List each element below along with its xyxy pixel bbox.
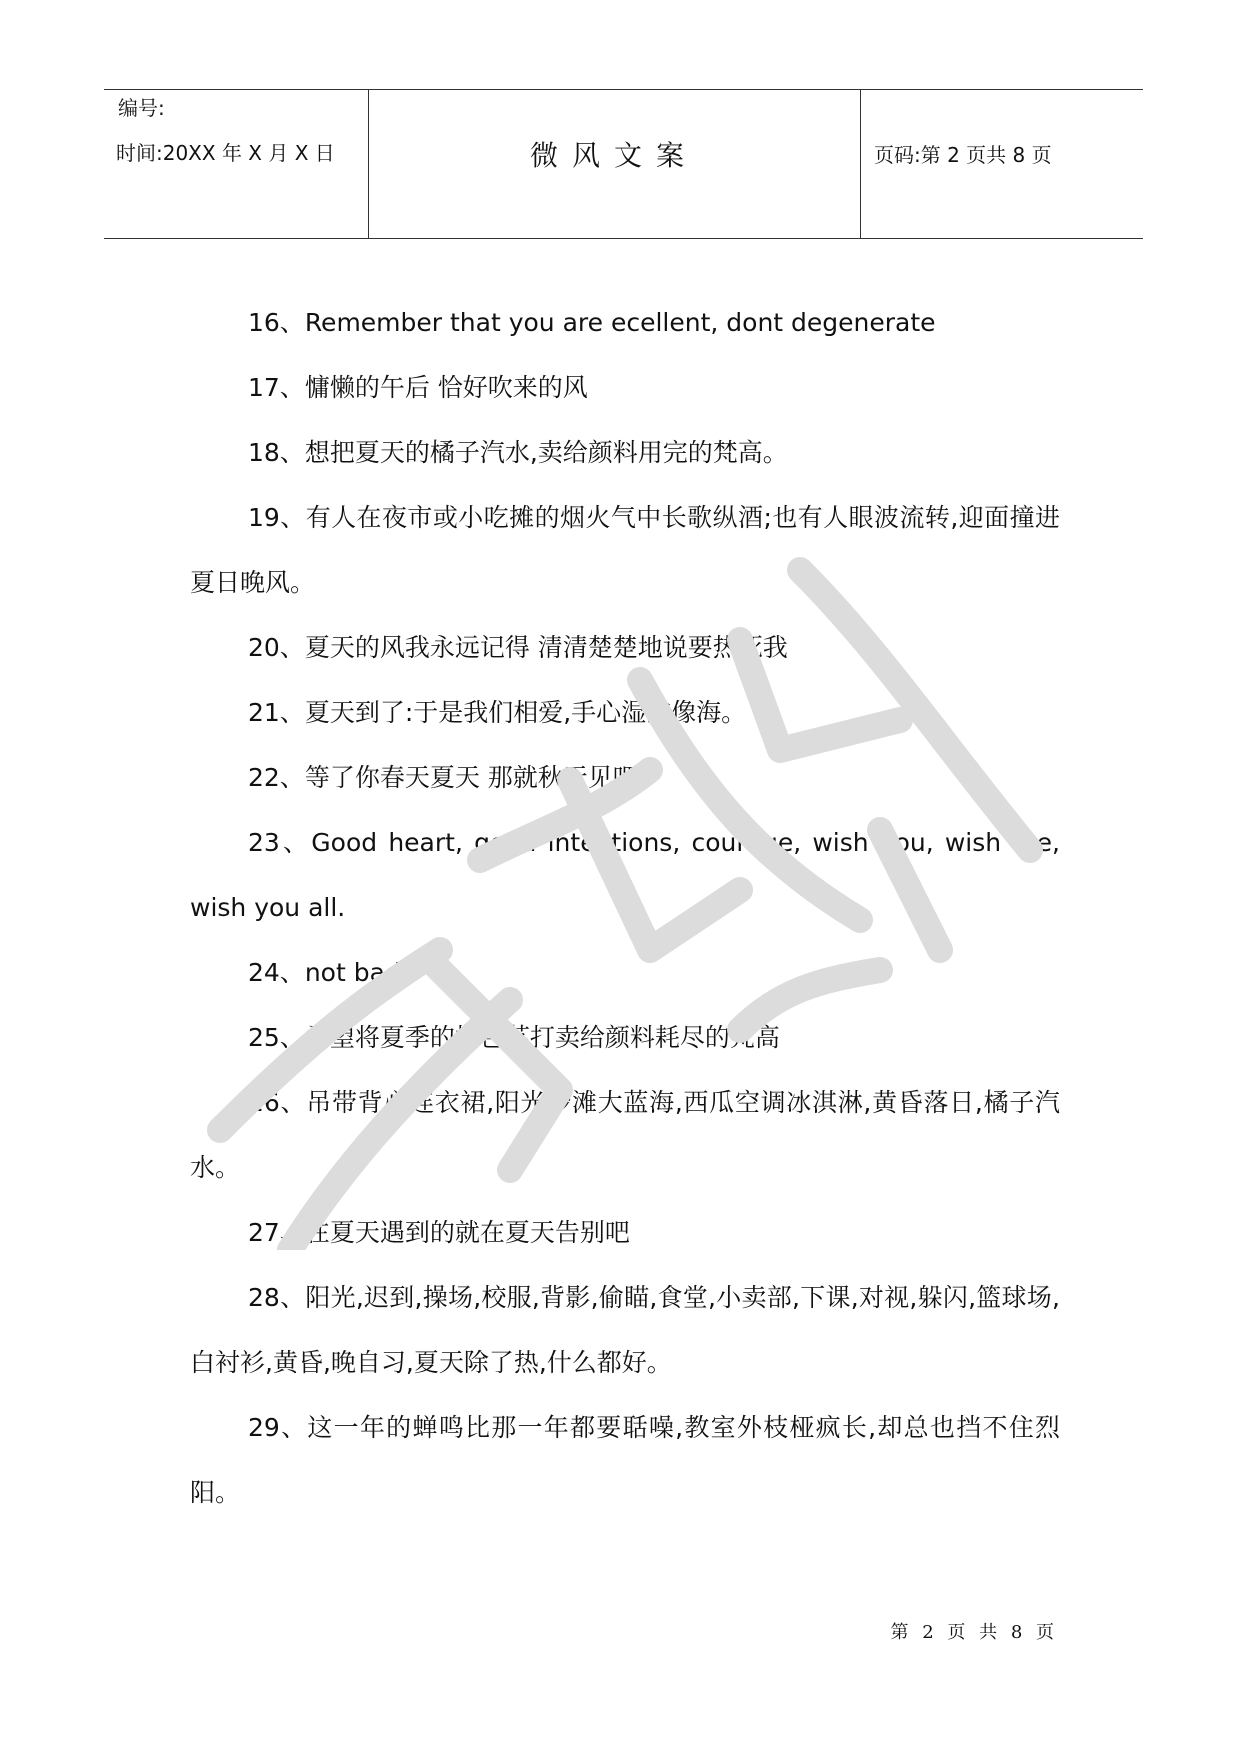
entry-text: Good heart, good intentions, courage, wish you, wish me, wish you all. <box>190 828 1060 922</box>
entry-index: 24、 <box>248 958 305 987</box>
entry-text: Remember that you are ecellent, dont degenerate <box>304 308 936 337</box>
entry-item <box>190 1005 1060 1070</box>
entry-text: 夏天的风我永远记得 清清楚楚地说要热死我 <box>304 633 788 662</box>
entry-item <box>190 615 1060 680</box>
entry-item <box>190 355 1060 420</box>
header-page-label: 页码:第 2 页共 8 页 <box>874 143 1052 167</box>
document-header <box>104 89 1143 239</box>
entry-index: 20、 <box>248 633 305 662</box>
entry-item <box>190 1200 1060 1265</box>
entry-item <box>190 1070 1060 1200</box>
entry-index: 26、 <box>248 1088 307 1117</box>
entry-text: 夏天到了:于是我们相爱,手心湿的像海。 <box>304 698 747 727</box>
entry-text: 阳光,迟到,操场,校服,背影,偷瞄,食堂,小卖部,下课,对视,躲闪,篮球场,白衬衫,黄昏,晚自习,夏天除了热,什么都好。 <box>190 1283 1061 1377</box>
entry-index: 29、 <box>248 1413 308 1442</box>
entry-item <box>190 1395 1060 1525</box>
document-number-label: 编号: <box>118 96 165 120</box>
entry-item <box>190 420 1060 485</box>
entry-text: 想把夏天的橘子汽水,卖给颜料用完的梵高。 <box>304 438 788 467</box>
entry-index: 21、 <box>248 698 305 727</box>
entry-index: 22、 <box>248 763 305 792</box>
entry-index: 27、 <box>248 1218 305 1247</box>
document-title: 微风文案 <box>529 139 698 172</box>
entry-item <box>190 810 1060 940</box>
entry-item <box>190 940 1060 1005</box>
entry-text: 慵懒的午后 恰好吹来的风 <box>304 373 588 402</box>
entry-text: 有人在夜市或小吃摊的烟火气中长歌纵酒;也有人眼波流转,迎面撞进夏日晚风。 <box>190 503 1061 597</box>
entry-index: 17、 <box>248 373 305 402</box>
entry-index: 18、 <box>248 438 305 467</box>
entry-item <box>190 745 1060 810</box>
entry-item <box>190 290 1060 355</box>
page-footer: 第 2 页 共 8 页 <box>890 1622 1058 1643</box>
entry-text: 这一年的蝉鸣比那一年都要聒噪,教室外枝桠疯长,却总也挡不住烈阳。 <box>190 1413 1061 1507</box>
entry-item <box>190 680 1060 745</box>
entry-index: 19、 <box>248 503 306 532</box>
header-divider-right <box>860 90 861 238</box>
entry-text: not bad <box>304 958 401 987</box>
entry-item <box>190 1265 1060 1395</box>
document-time-label: 时间:20XX 年 X 月 X 日 <box>116 141 335 165</box>
entry-text: 希望将夏季的橙色苏打卖给颜料耗尽的梵高 <box>304 1023 780 1052</box>
document-body <box>190 290 1060 1525</box>
entry-text: 等了你春天夏天 那就秋天见吧 <box>304 763 638 792</box>
entry-index: 28、 <box>248 1283 306 1312</box>
entry-item <box>190 485 1060 615</box>
entry-index: 23、 <box>248 828 312 857</box>
entry-index: 16、 <box>248 308 305 337</box>
entry-text: 吊带背心连衣裙,阳光沙滩大蓝海,西瓜空调冰淇淋,黄昏落日,橘子汽水。 <box>190 1088 1060 1182</box>
entry-text: 在夏天遇到的就在夏天告别吧 <box>304 1218 630 1247</box>
entry-index: 25、 <box>248 1023 305 1052</box>
